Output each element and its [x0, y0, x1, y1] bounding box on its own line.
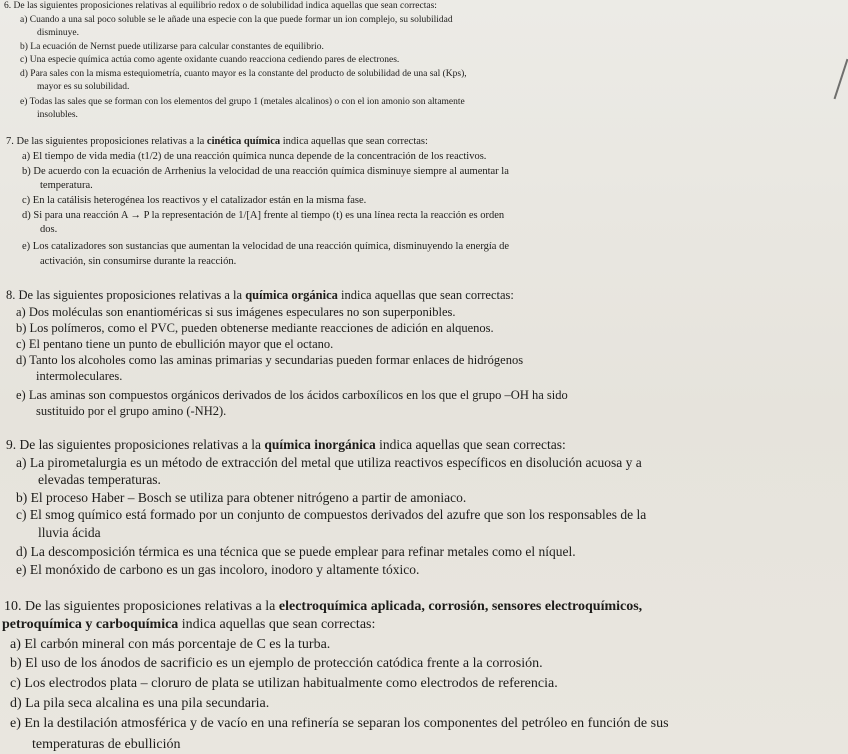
question-7-option-e: e) Los catalizadores son sustancias que aumentan la velocidad de una reacción química, disminuyendo la energía de	[22, 241, 509, 252]
question-7-option-d: d) Si para una reacción A → P la representación de 1/[A] frente al tiempo (t) es una línea recta la reacción es orden	[22, 210, 505, 221]
question-9-option-a: a) La pirometalurgia es un método de extracción del metal que utiliza reactivos específicos en disolución acuosa y a	[16, 455, 642, 470]
question-10-option-b: b) El uso de los ánodos de sacrificio es un ejemplo de protección catódica frente a la corrosión.	[10, 656, 543, 671]
question-7-option-b-cont: temperatura.	[40, 180, 93, 191]
question-10-topic: electroquímica aplicada, corrosión, sensores electroquímicos,	[278, 599, 643, 614]
question-10-stem	[4, 600, 642, 614]
question-9-option-e: e) El monóxido de carbono es un gas incoloro, inodoro y altamente tóxico.	[16, 562, 420, 577]
question-7-option-d-cont: dos.	[40, 224, 58, 235]
question-9-stem-post: indica aquellas que sean correctas:	[375, 437, 566, 452]
question-9-stem	[6, 438, 566, 452]
question-9-topic: química inorgánica	[264, 437, 376, 452]
question-7-option-a: a) El tiempo de vida media (t1/2) de una reacción química nunca depende de la concentración de los reactivos.	[22, 151, 487, 162]
question-6-option-a: a) Cuando a una sal poco soluble se le añade una especie con la que puede formar un ion complejo, su solubilidad	[20, 15, 453, 25]
question-9-option-d: d) La descomposición térmica es una técnica que se puede emplear para refinar metales como el níquel.	[16, 544, 576, 559]
question-10-topic-cont: petroquímica y carboquímica	[2, 617, 179, 632]
question-7-topic: cinética química	[206, 136, 281, 147]
question-7-option-e-cont: activación, sin consumirse durante la reacción.	[40, 256, 237, 267]
question-8-option-e-cont: sustituido por el grupo amino (-NH2).	[36, 404, 227, 418]
question-10-option-e: e) En la destilación atmosférica y de vacío en una refinería se separan los componentes del petróleo en función de sus	[10, 716, 669, 731]
question-10-stem-post: indica aquellas que sean correctas:	[178, 617, 376, 632]
question-10-option-c: c) Los electrodos plata – cloruro de plata se utilizan habitualmente como electrodos de referencia.	[10, 676, 558, 691]
question-8-option-d-cont: intermoleculares.	[36, 369, 123, 383]
question-8-option-c: c) El pentano tiene un punto de ebullición mayor que el octano.	[16, 337, 334, 351]
question-6-stem	[4, 2, 437, 12]
question-6-option-e: e) Todas las sales que se forman con los elementos del grupo 1 (metales alcalinos) o con el ion amonio son altamente	[20, 97, 465, 107]
question-10-option-e-cont: temperaturas de ebullición	[32, 737, 181, 752]
question-9-option-c: c) El smog químico está formado por un conjunto de compuestos derivados del azufre que son los responsables de la	[16, 507, 647, 522]
question-7-option-b: b) De acuerdo con la ecuación de Arrhenius la velocidad de una reacción química disminuye siempre al aumentar la	[22, 166, 509, 177]
question-8-stem-pre: 8. De las siguientes proposiciones relativas a la	[6, 288, 246, 302]
question-6-stem-text: 6. De las siguientes proposiciones relativas al equilibrio redox o de solubilidad indica aquellas que sean correctas:	[4, 1, 437, 11]
question-8-stem	[6, 289, 514, 302]
question-7-stem	[6, 137, 428, 148]
question-10-option-d: d) La pila seca alcalina es una pila secundaria.	[10, 696, 270, 711]
question-8-option-b: b) Los polímeros, como el PVC, pueden obtenerse mediante reacciones de adición en alquenos.	[16, 321, 494, 335]
question-8-option-d: d) Tanto los alcoholes como las aminas primarias y secundarias pueden formar enlaces de hidrógenos	[16, 353, 524, 367]
question-7-stem-post: indica aquellas que sean correctas:	[280, 136, 428, 147]
question-8-topic: química orgánica	[245, 288, 338, 302]
question-6-option-c: c) Una especie química actúa como agente oxidante cuando reacciona cediendo pares de electrones.	[20, 55, 400, 65]
question-8-option-a: a) Dos moléculas son enantioméricas si sus imágenes especulares no son superponibles.	[16, 305, 456, 319]
question-10-stem-cont	[2, 618, 375, 632]
question-10-stem-pre: 10. De las siguientes proposiciones relativas a la	[4, 599, 279, 614]
question-9-stem-pre: 9. De las siguientes proposiciones relativas a la	[6, 437, 265, 452]
question-9-option-a-cont: elevadas temperaturas.	[38, 472, 161, 487]
question-9-option-c-cont: lluvia ácida	[38, 525, 101, 540]
pen-mark	[834, 59, 848, 100]
question-6-option-a-cont: disminuye.	[37, 28, 79, 38]
question-6-option-d: d) Para sales con la misma estequiometría, cuanto mayor es la constante del producto de solubilidad de una sal (Kps),	[20, 69, 467, 79]
question-10-option-a: a) El carbón mineral con más porcentaje de C es la turba.	[10, 637, 331, 652]
question-8-stem-post: indica aquellas que sean correctas:	[337, 288, 514, 302]
question-6-option-d-cont: mayor es su solubilidad.	[37, 82, 130, 92]
question-6-option-b: b) La ecuación de Nernst puede utilizarse para calcular constantes de equilibrio.	[20, 42, 324, 52]
question-9-option-b: b) El proceso Haber – Bosch se utiliza para obtener nitrógeno a partir de amoniaco.	[16, 490, 467, 505]
question-6-option-e-cont: insolubles.	[37, 110, 78, 120]
question-8-option-e: e) Las aminas son compuestos orgánicos derivados de los ácidos carboxílicos en los que el grupo –OH ha sido	[16, 388, 568, 402]
question-7-option-c: c) En la catálisis heterogénea los reactivos y el catalizador están en la misma fase.	[22, 195, 367, 206]
question-7-stem-pre: 7. De las siguientes proposiciones relativas a la	[6, 136, 207, 147]
